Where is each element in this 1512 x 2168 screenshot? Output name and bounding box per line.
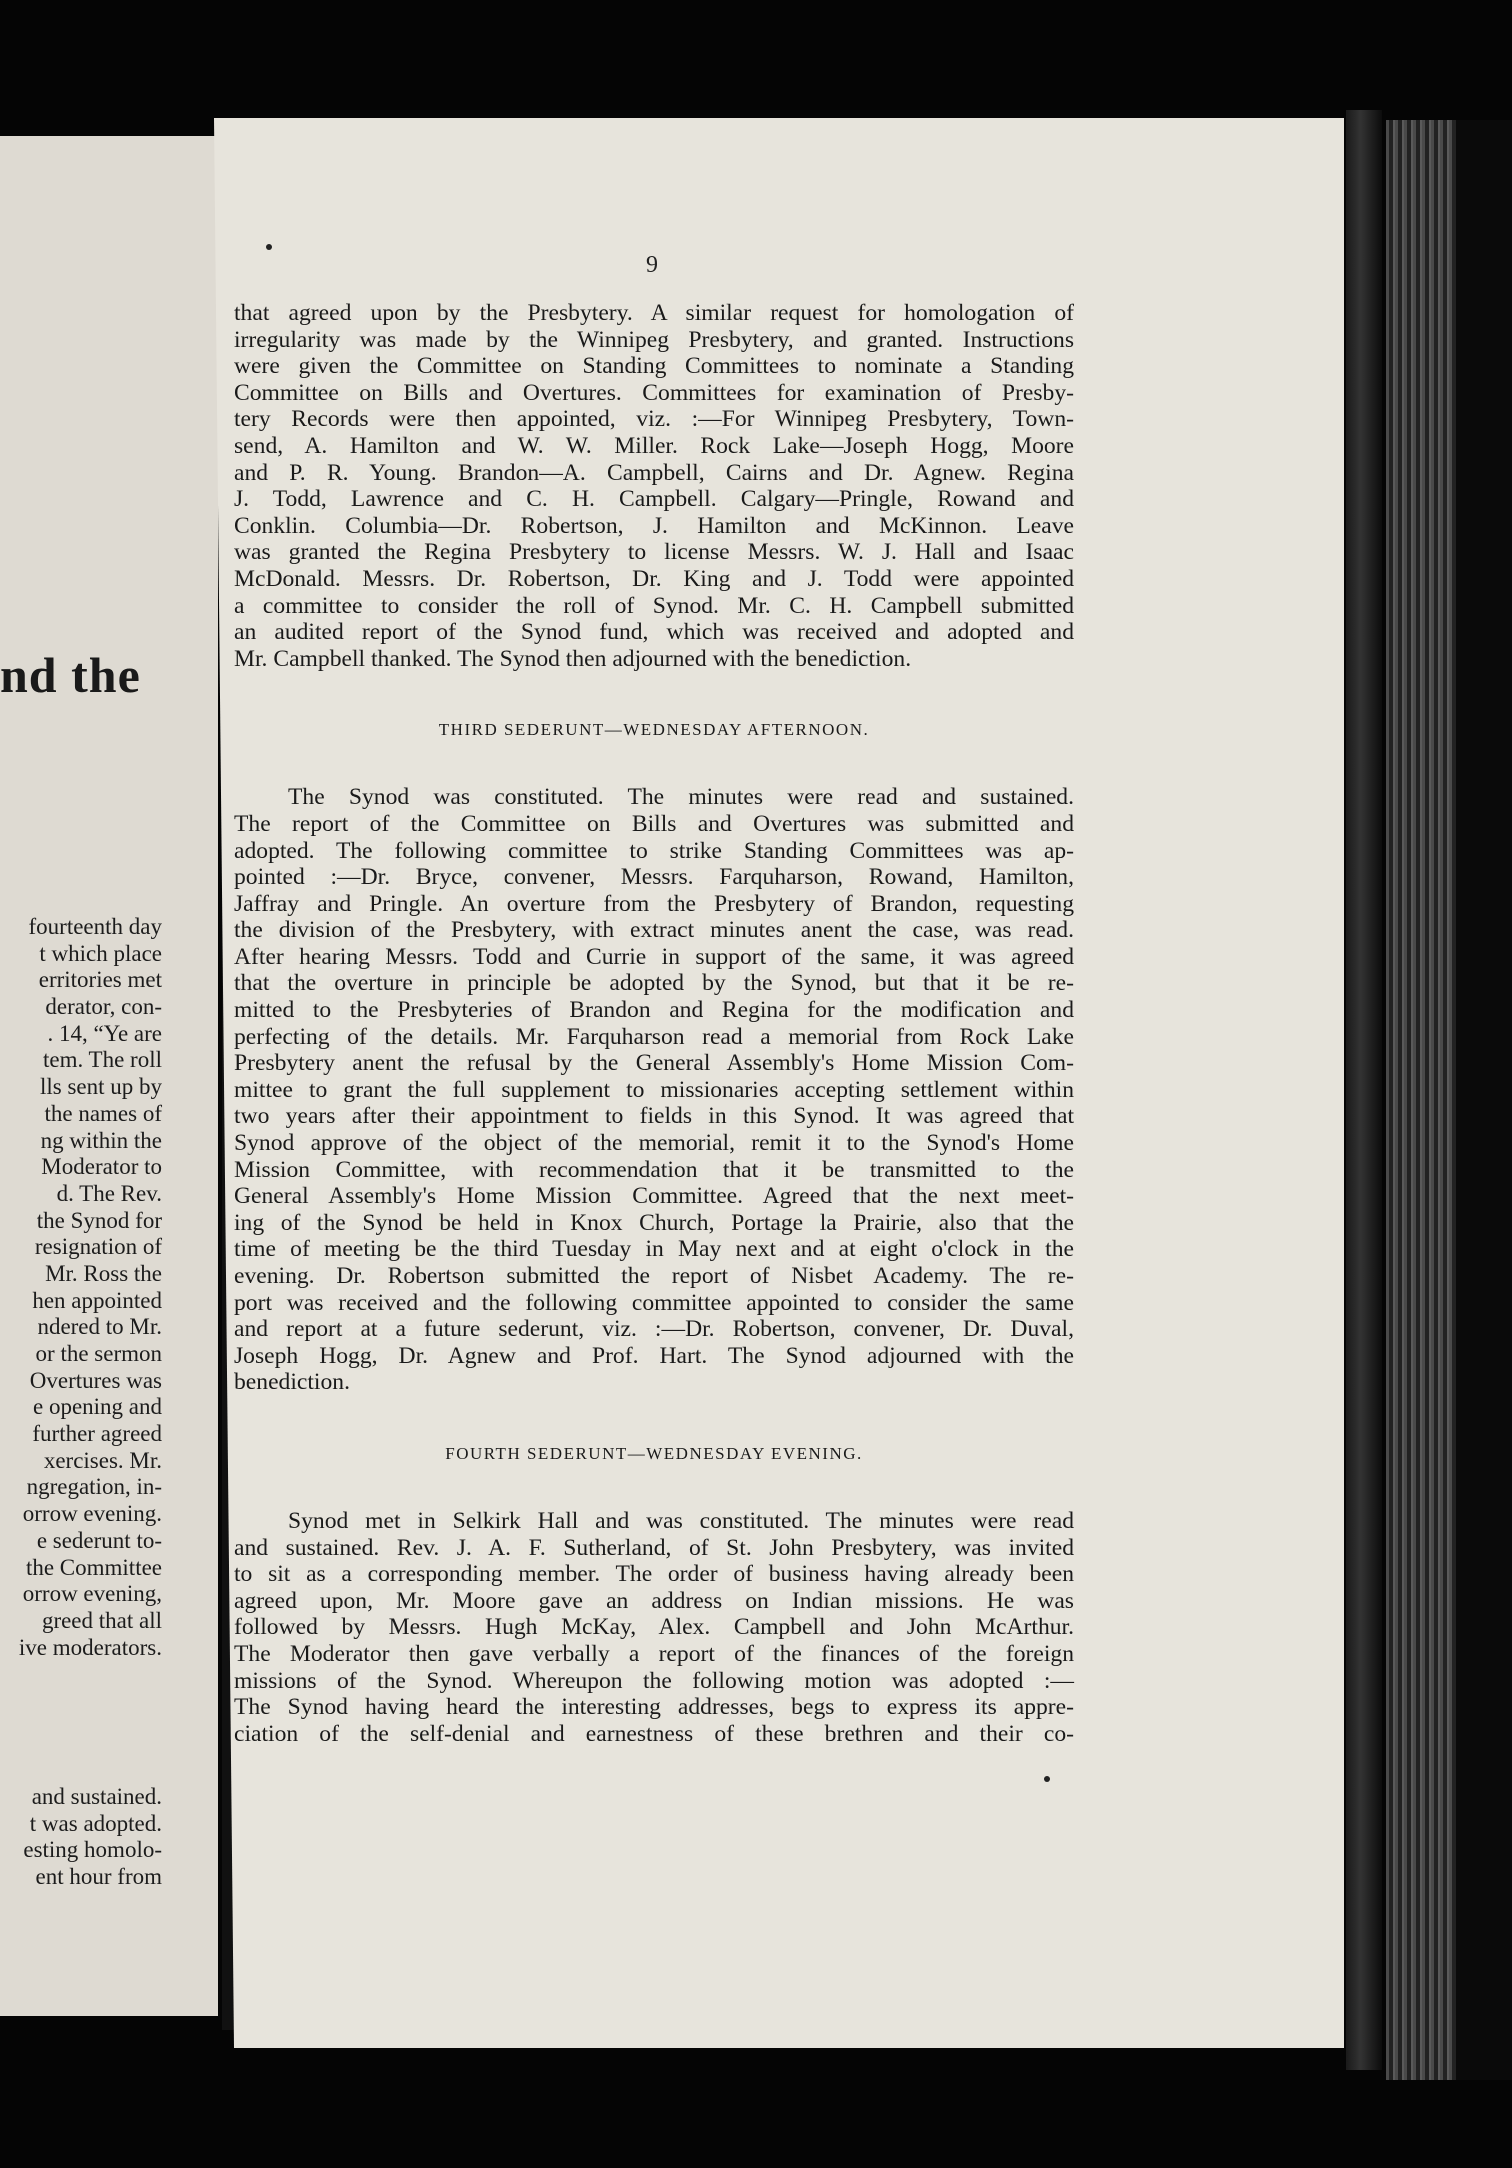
left-page-line: the Synod for xyxy=(36,1207,162,1233)
text-line: Presbytery anent the refusal by the General Assembly's Home Mission Com- xyxy=(234,1050,1074,1077)
left-page-line: erritories met xyxy=(38,967,162,993)
text-line: J. Todd, Lawrence and C. H. Campbell. Calgary—Pringle, Rowand and xyxy=(234,486,1074,513)
text-line: mitted to the Presbyteries of Brandon and Regina for the modification and xyxy=(234,997,1074,1024)
left-page xyxy=(0,136,218,2016)
text-line: the division of the Presbytery, with extract minutes anent the case, was read. xyxy=(234,917,1074,944)
left-page-line: ive moderators. xyxy=(18,1634,162,1660)
text-line: mittee to grant the full supplement to missionaries accepting settlement within xyxy=(234,1076,1074,1103)
paragraph-third-sederunt xyxy=(234,784,1074,1396)
left-page-line: Mr. Ross the xyxy=(45,1260,162,1286)
ink-speck xyxy=(1044,1776,1050,1782)
left-page-line: further agreed xyxy=(32,1421,162,1447)
left-page-line: derator, con- xyxy=(45,994,162,1020)
paragraph-fourth-sederunt xyxy=(234,1508,1074,1747)
text-line: ing of the Synod be held in Knox Church, Portage la Prairie, also that the xyxy=(234,1209,1074,1236)
left-page-line: ndered to Mr. xyxy=(37,1314,162,1340)
text-line: a committee to consider the roll of Synod. Mr. C. H. Campbell submitted xyxy=(234,592,1074,619)
text-line: port was received and the following committee appointed to consider the same xyxy=(234,1289,1074,1316)
left-page-line: and sustained. xyxy=(31,1784,162,1809)
page-number: 9 xyxy=(646,252,658,278)
text-line: two years after their appointment to fields in this Synod. It was agreed that xyxy=(234,1103,1074,1130)
text-line: benediction. xyxy=(234,1369,350,1396)
heading-third-sederunt: THIRD SEDERUNT—WEDNESDAY AFTERNOON. xyxy=(438,720,870,740)
left-page-line: resignation of xyxy=(34,1234,162,1260)
text-line: evening. Dr. Robertson submitted the report of Nisbet Academy. The re- xyxy=(234,1263,1074,1289)
text-line: Joseph Hogg, Dr. Agnew and Prof. Hart. The Synod adjourned with the xyxy=(234,1342,1074,1369)
left-page-line: orrow evening. xyxy=(22,1501,162,1527)
text-line: The report of the Committee on Bills and Overtures was submitted and xyxy=(234,810,1074,837)
left-page-line: xercises. Mr. xyxy=(43,1447,162,1473)
text-line: agreed upon, Mr. Moore gave an address on Indian missions. He was xyxy=(234,1587,1074,1614)
text-line: an audited report of the Synod fund, which was received and adopted and xyxy=(234,619,1074,646)
text-line: The Synod having heard the interesting addresses, begs to express its appre- xyxy=(234,1694,1074,1721)
text-line: Committee on Bills and Overtures. Committees for examination of Presby- xyxy=(234,379,1074,406)
text-line: and P. R. Young. Brandon—A. Campbell, Cairns and Dr. Agnew. Regina xyxy=(234,459,1074,486)
left-page-line: or the sermon xyxy=(35,1341,162,1366)
left-page-line: fourteenth day xyxy=(28,914,162,939)
text-line: Synod met in Selkirk Hall and was constituted. The minutes were read xyxy=(288,1507,1074,1534)
left-page-line: tem. The roll xyxy=(42,1047,162,1073)
left-page-line: e sederunt to- xyxy=(36,1527,162,1553)
text-line: tery Records were then appointed, viz. :—For Winnipeg Presbytery, Town- xyxy=(234,406,1074,433)
book-background xyxy=(1456,120,1512,2080)
text-line: that agreed upon by the Presbytery. A similar request for homologation of xyxy=(234,300,1074,326)
left-page-line: orrow evening, xyxy=(22,1581,162,1607)
text-line: was granted the Regina Presbytery to license Messrs. W. J. Hall and Isaac xyxy=(234,539,1074,566)
left-page-text-column-bottom xyxy=(23,1784,162,1891)
left-page-line: the names of xyxy=(44,1100,162,1126)
text-line: missions of the Synod. Whereupon the following motion was adopted :— xyxy=(234,1667,1074,1694)
left-page-line: Moderator to xyxy=(41,1154,162,1180)
left-page-line: ng within the xyxy=(40,1127,162,1153)
text-line: time of meeting be the third Tuesday in May next and at eight o'clock in the xyxy=(234,1236,1074,1263)
text-line: followed by Messrs. Hugh McKay, Alex. Campbell and John McArthur. xyxy=(234,1614,1074,1641)
left-page-heading-fragment: nd the xyxy=(0,647,141,703)
left-page-line: t was adopted. xyxy=(29,1810,162,1836)
ink-speck xyxy=(266,244,272,250)
text-line: The Moderator then gave verbally a report of the finances of the foreign xyxy=(234,1640,1074,1667)
text-line: send, A. Hamilton and W. W. Miller. Rock Lake—Joseph Hogg, Moore xyxy=(234,432,1074,459)
text-line: ciation of the self-denial and earnestness of these brethren and their co- xyxy=(234,1720,1074,1747)
text-line: pointed :—Dr. Bryce, convener, Messrs. Farquharson, Rowand, Hamilton, xyxy=(234,864,1074,891)
left-page-line: . 14, “Ye are xyxy=(47,1020,162,1046)
text-line: that the overture in principle be adopted by the Synod, but that it be re- xyxy=(234,970,1074,997)
text-line: After hearing Messrs. Todd and Currie in support of the same, it was agreed xyxy=(234,943,1074,970)
text-line: Synod approve of the object of the memorial, remit it to the Synod's Home xyxy=(234,1130,1074,1157)
left-page-line: d. The Rev. xyxy=(56,1180,162,1206)
left-page-line: lls sent up by xyxy=(39,1074,162,1100)
left-page-line: hen appointed xyxy=(32,1287,162,1313)
text-line: were given the Committee on Standing Committees to nominate a Standing xyxy=(234,353,1074,380)
text-line: to sit as a corresponding member. The order of business having already been xyxy=(234,1561,1074,1588)
text-line: McDonald. Messrs. Dr. Robertson, Dr. King and J. Todd were appointed xyxy=(234,565,1074,592)
left-page-line: the Committee xyxy=(25,1554,162,1580)
left-page-line: greed that all xyxy=(41,1607,162,1633)
left-page-line: esting homolo- xyxy=(23,1837,162,1863)
text-line: and sustained. Rev. J. A. F. Sutherland, of St. John Presbytery, was invited xyxy=(234,1534,1074,1561)
text-line: Conklin. Columbia—Dr. Robertson, J. Hamilton and McKinnon. Leave xyxy=(234,512,1074,539)
book-spine-edge xyxy=(1386,120,1456,2080)
text-line: adopted. The following committee to strike Standing Committees was ap- xyxy=(234,837,1074,864)
text-line: General Assembly's Home Mission Committee. Agreed that the next meet- xyxy=(234,1183,1074,1210)
text-line: perfecting of the details. Mr. Farquharson read a memorial from Rock Lake xyxy=(234,1023,1074,1050)
page-body xyxy=(234,300,1074,1747)
text-line: Mr. Campbell thanked. The Synod then adjourned with the benediction. xyxy=(234,645,912,672)
left-page-line: e opening and xyxy=(32,1394,162,1420)
text-line: irregularity was made by the Winnipeg Presbytery, and granted. Instructions xyxy=(234,326,1074,353)
text-line: The Synod was constituted. The minutes were read and sustained. xyxy=(288,784,1074,811)
heading-fourth-sederunt: FOURTH SEDERUNT—WEDNESDAY EVENING. xyxy=(445,1443,863,1463)
text-line: Mission Committee, with recommendation that it be transmitted to the xyxy=(234,1156,1074,1183)
text-line: Jaffray and Pringle. An overture from the Presbytery of Brandon, requesting xyxy=(234,890,1074,917)
page-edge-shadow xyxy=(1346,110,1382,2070)
left-page-line: t which place xyxy=(39,940,162,966)
text-line: and report at a future sederunt, viz. :—Dr. Robertson, convener, Dr. Duval, xyxy=(234,1316,1074,1343)
left-page-text-column xyxy=(19,914,162,1661)
paragraph-second-sederunt-continued xyxy=(234,300,1074,672)
left-page-line: ngregation, in- xyxy=(26,1474,162,1500)
left-page-line: ent hour from xyxy=(35,1864,162,1890)
left-page-line: Overtures was xyxy=(29,1367,162,1393)
